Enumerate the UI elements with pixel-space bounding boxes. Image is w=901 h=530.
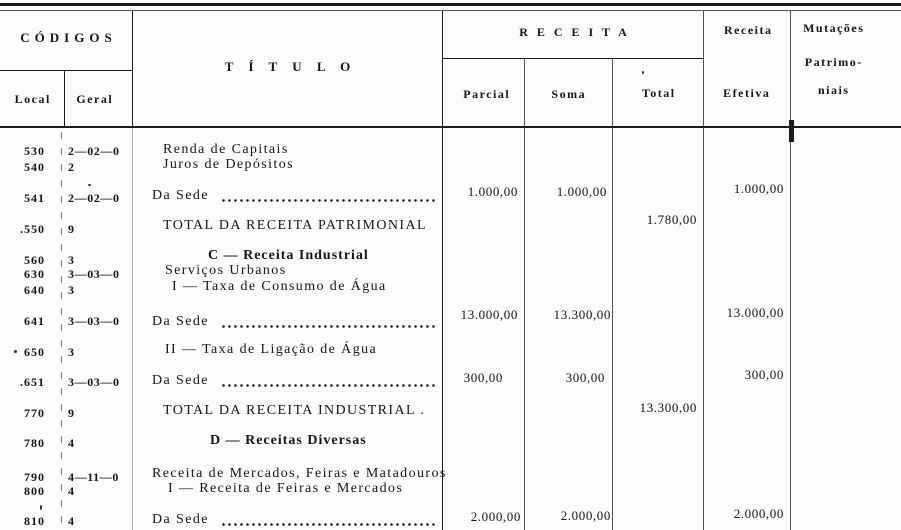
code-geral: 2—02—0 bbox=[68, 144, 120, 158]
codigos-underline bbox=[0, 70, 132, 71]
value-receita-efetiva: 13.000,00 bbox=[726, 305, 784, 320]
header-mutacoes-line1: Mutações bbox=[803, 21, 865, 35]
value-soma: 300,00 bbox=[565, 370, 605, 385]
row-title: Serviços Urbanos bbox=[165, 263, 287, 278]
parcial-soma-divider bbox=[524, 58, 525, 530]
section-heading: C — Receita Industrial bbox=[208, 248, 369, 263]
value-soma: 1.000,00 bbox=[556, 184, 607, 199]
code-geral: 3—03—0 bbox=[68, 267, 120, 281]
code-local: 530 bbox=[24, 144, 45, 158]
header-parcial: Parcial bbox=[463, 87, 511, 101]
row-title: II — Taxa de Ligação de Água bbox=[165, 342, 378, 357]
value-receita-efetiva: 2.000,00 bbox=[733, 506, 784, 521]
code-local: 540 bbox=[24, 160, 45, 174]
code-local: 650 bbox=[24, 345, 45, 359]
row-title: Da Sede bbox=[152, 512, 209, 527]
leader-dots bbox=[222, 325, 437, 328]
row-title: Da Sede bbox=[152, 188, 209, 203]
scan-speck bbox=[642, 71, 644, 74]
code-geral: 2—02—0 bbox=[68, 191, 120, 205]
code-local: 780 bbox=[24, 436, 45, 450]
value-total: 1.780,00 bbox=[646, 212, 697, 227]
code-local: 800 bbox=[24, 484, 45, 498]
code-geral: 4 bbox=[68, 484, 75, 498]
header-receita: R E C E I T A bbox=[519, 25, 630, 39]
header-mutacoes-line3: niais bbox=[817, 83, 850, 97]
value-parcial: 2.000,00 bbox=[470, 509, 521, 524]
header-titulo: T Í T U L O bbox=[224, 59, 357, 74]
value-receita-efetiva: 1.000,00 bbox=[733, 181, 784, 196]
row-title: I — Taxa de Consumo de Água bbox=[172, 279, 387, 294]
value-parcial: 13.000,00 bbox=[460, 307, 518, 322]
value-soma: 13.300,00 bbox=[553, 307, 611, 322]
top-rule-thin bbox=[0, 10, 901, 11]
code-geral: 9 bbox=[68, 406, 75, 420]
header-local: Local bbox=[14, 92, 51, 106]
value-parcial: 300,00 bbox=[463, 370, 503, 385]
code-geral: 4 bbox=[68, 436, 75, 450]
value-soma: 2.000,00 bbox=[560, 508, 611, 523]
value-total: 13.300,00 bbox=[639, 400, 697, 415]
code-geral: 3 bbox=[68, 253, 75, 267]
row-title: Da Sede bbox=[152, 373, 209, 388]
header-soma: Soma bbox=[551, 87, 587, 101]
mutacoes-column-marker bbox=[789, 120, 794, 142]
row-title: TOTAL DA RECEITA INDUSTRIAL . bbox=[163, 403, 426, 418]
header-total: Total bbox=[641, 86, 676, 100]
value-receita-efetiva: 300,00 bbox=[744, 367, 784, 382]
top-rule-thick bbox=[0, 3, 901, 6]
soma-total-divider bbox=[612, 58, 613, 530]
row-title: Receita de Mercados, Feiras e Matadouros bbox=[152, 466, 447, 481]
code-geral: 9 bbox=[68, 222, 75, 236]
code-geral: 3—03—0 bbox=[68, 314, 120, 328]
header-mutacoes-line2: Patrimo- bbox=[804, 55, 863, 69]
code-local: 541 bbox=[24, 191, 45, 205]
row-title: I — Receita de Feiras e Mercados bbox=[168, 481, 404, 496]
header-bottom-rule bbox=[0, 126, 901, 128]
leader-dots bbox=[222, 384, 437, 387]
geral-titulo-divider-body bbox=[132, 128, 133, 530]
row-title: Juros de Depósitos bbox=[163, 157, 294, 172]
code-geral: 3—03—0 bbox=[68, 375, 120, 389]
code-local: 641 bbox=[24, 314, 45, 328]
leader-dots bbox=[222, 199, 437, 202]
scan-speck bbox=[40, 505, 42, 510]
local-geral-divider-body bbox=[61, 132, 62, 530]
header-receita-efetiva-line1: Receita bbox=[724, 23, 773, 37]
header-geral: Geral bbox=[76, 92, 114, 106]
receita-underline bbox=[443, 58, 703, 59]
scan-speck bbox=[14, 350, 17, 353]
code-local: 790 bbox=[24, 470, 45, 484]
header-receita-efetiva-line2: Efetiva bbox=[723, 86, 771, 100]
code-local: .550 bbox=[20, 222, 45, 236]
code-local: 630 bbox=[24, 267, 45, 281]
code-geral: 2 bbox=[68, 160, 75, 174]
header-codigos: CÓDIGOS bbox=[20, 30, 117, 45]
code-geral: 3 bbox=[68, 345, 75, 359]
code-local: 560 bbox=[24, 253, 45, 267]
code-local: .651 bbox=[20, 375, 45, 389]
leader-dots bbox=[222, 523, 437, 526]
code-local: 810 bbox=[24, 514, 45, 528]
row-title: TOTAL DA RECEITA PATRIMONIAL bbox=[163, 218, 427, 233]
code-local: 770 bbox=[24, 406, 45, 420]
code-geral: 4 bbox=[68, 514, 75, 528]
scan-speck bbox=[88, 184, 91, 186]
row-title: Da Sede bbox=[152, 314, 209, 329]
row-title: Renda de Capitais bbox=[163, 142, 289, 157]
value-parcial: 1.000,00 bbox=[467, 184, 518, 199]
section-heading: D — Receitas Diversas bbox=[210, 433, 367, 448]
code-geral: 3 bbox=[68, 283, 75, 297]
code-geral: 4—11—0 bbox=[68, 470, 119, 484]
code-local: 640 bbox=[24, 283, 45, 297]
